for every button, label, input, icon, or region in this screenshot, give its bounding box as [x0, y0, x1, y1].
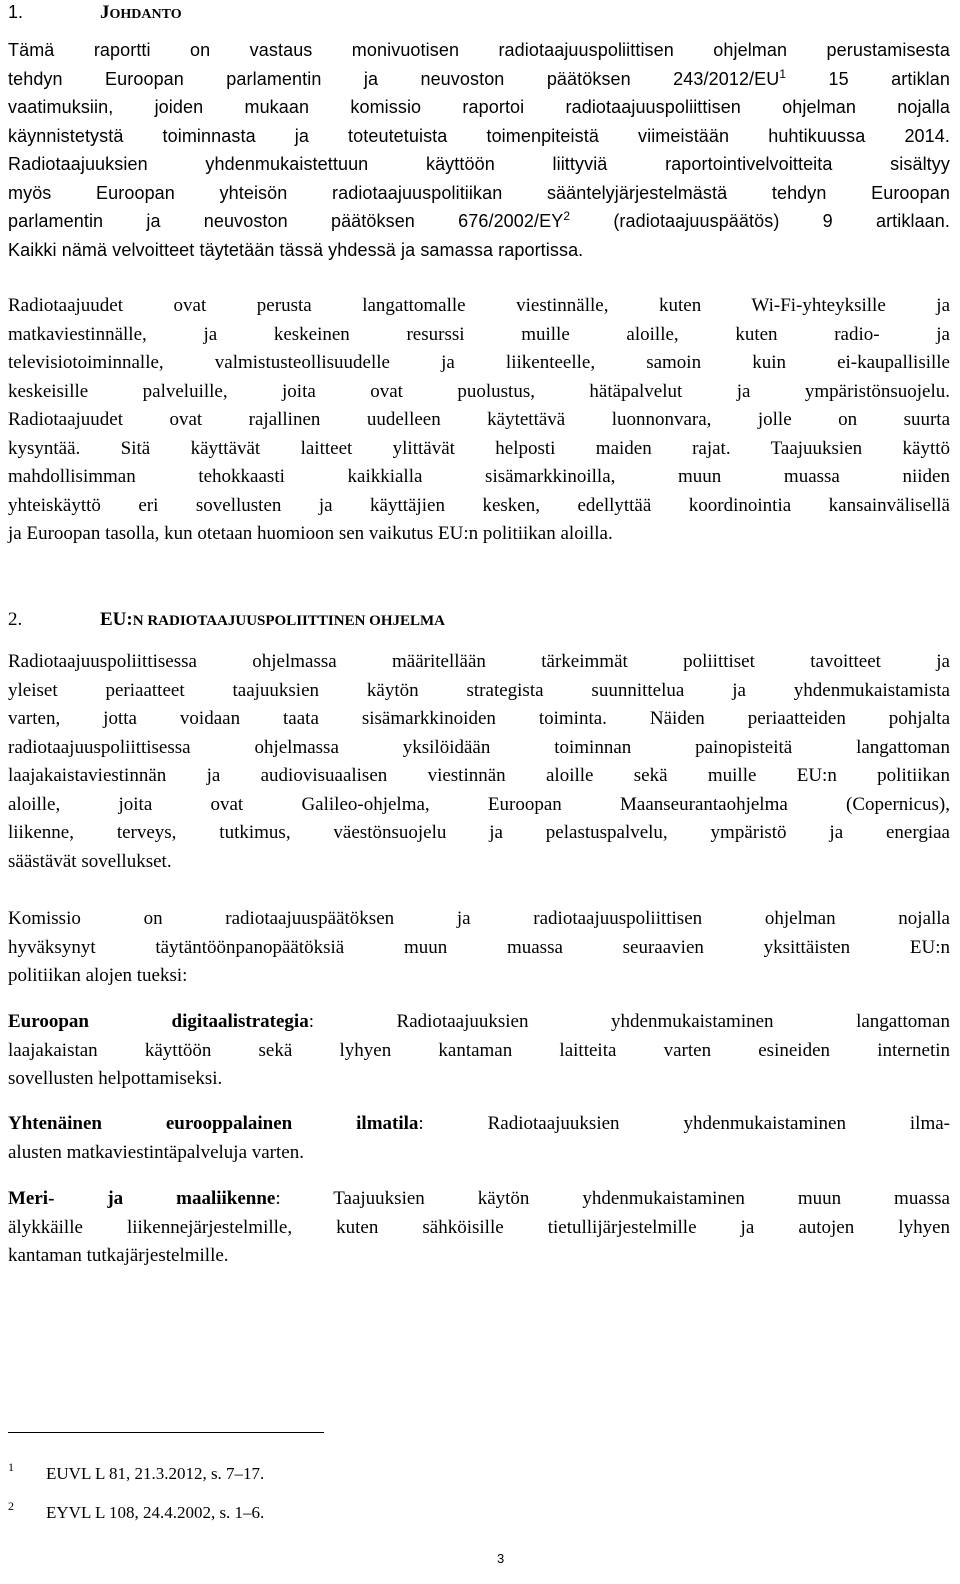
footnote-text: EUVL L 81, 21.3.2012, s. 7–17.	[46, 1464, 265, 1483]
section-2-heading	[8, 608, 445, 633]
section-1-title: JOHDANTO	[100, 2, 182, 23]
text-line: laajakaistaviestinnän ja audiovisuaalisen viestinnän aloille sekä muille EU:n politiikan	[8, 765, 950, 786]
text-line: politiikan alojen tueksi:	[8, 965, 188, 986]
page-number: 3	[497, 1551, 505, 1566]
text-line: Meri- ja maaliikenne: Taajuuksien käytön yhdenmukaistaminen muun muassa	[8, 1188, 950, 1209]
section-1-heading	[8, 0, 182, 27]
section-2-number: 2.	[8, 609, 23, 630]
text-line: Radiotaajuudet ovat perusta langattomalle viestinnälle, kuten Wi-Fi-yhteyksille ja	[8, 295, 950, 316]
text-line: mahdollisimman tehokkaasti kaikkialla sisämarkkinoilla, muun muassa niiden	[8, 466, 950, 487]
text-line: varten, jotta voidaan taata sisämarkkinoiden toiminta. Näiden periaatteiden pohjalta	[8, 708, 950, 729]
text-line: televisiotoiminnalle, valmistusteollisuudelle ja liikenteelle, samoin kuin ei-kaupallisille	[8, 352, 950, 373]
text-line: laajakaistan käyttöön sekä lyhyen kantaman laitteita varten esineiden internetin	[8, 1039, 950, 1061]
intro-paragraph-1	[8, 36, 950, 264]
text-line: Yhtenäinen eurooppalainen ilmatila: Radiotaajuuksien yhdenmukaistaminen ilma-	[8, 1113, 950, 1134]
text-line: sovellusten helpottamiseksi.	[8, 1068, 223, 1089]
text-line: alusten matkaviestintäpalveluja varten.	[8, 1141, 304, 1163]
text-line: liikenne, terveys, tutkimus, väestönsuojelu ja pelastuspalvelu, ympäristö ja energiaa	[8, 822, 950, 843]
text-line: hyväksynyt täytäntöönpanopäätöksiä muun muassa seuraavien yksittäisten EU:n	[8, 936, 950, 958]
text-line: yleiset periaatteet taajuuksien käytön strategista suunnittelua ja yhdenmukaistamista	[8, 679, 950, 701]
text-line: älykkäille liikennejärjestelmille, kuten sähköisille tietullijärjestelmille ja autojen lyhyen	[8, 1216, 950, 1238]
text-line: tehdyn Euroopan parlamentin ja neuvoston päätöksen $243/2012/EU^1$ 15 artiklan	[8, 66, 950, 89]
item-label: Meri- ja maaliikenne	[8, 1188, 276, 1209]
text-line: Radiotaajuudet ovat rajallinen uudelleen käytettävä luonnonvara, jolle on suurta	[8, 409, 950, 430]
footnote-divider	[8, 1432, 324, 1433]
footnote-text: EYVL L 108, 24.4.2002, s. 1–6.	[46, 1503, 265, 1522]
text-line: kantaman tutkajärjestelmille.	[8, 1245, 229, 1266]
policy-item-maritime-land	[8, 1185, 950, 1271]
intro-paragraph-2	[8, 292, 950, 549]
footnote-2: 2 EYVL L 108, 24.4.2002, s. 1–6.	[8, 1499, 265, 1522]
text-line: ja Euroopan tasolla, kun otetaan huomioon sen vaikutus EU:n politiikan aloilla.	[8, 523, 613, 544]
text-line: Komissio on radiotaajuuspäätöksen ja radiotaajuuspoliittisen ohjelman nojalla	[8, 908, 950, 929]
text-line: myös Euroopan yhteisön radiotaajuuspolitiikan sääntelyjärjestelmästä tehdyn Euroopan	[8, 182, 950, 203]
text-line: yhteiskäyttö eri sovellusten ja käyttäjien kesken, edellyttää koordinointia kansainvälisellä	[8, 494, 950, 516]
footnote-1: 1 EUVL L 81, 21.3.2012, s. 7–17.	[8, 1460, 265, 1483]
text-line: parlamentin ja neuvoston päätöksen $676/2002/EY^2$ (radiotaajuuspäätös) 9 artiklaan.	[8, 209, 950, 231]
item-label: Yhtenäinen eurooppalainen ilmatila	[8, 1113, 419, 1134]
policy-item-digital-strategy	[8, 1008, 950, 1094]
text-line: aloille, joita ovat Galileo-ohjelma, Euroopan Maanseurantaohjelma (Copernicus),	[8, 793, 950, 815]
text-line: Radiotaajuuksien yhdenmukaistettuun käyttöön liittyviä raportointivelvoitteita sisältyy	[8, 154, 950, 174]
programme-paragraph	[8, 648, 950, 876]
text-line: Euroopan digitaalistrategia: Radiotaajuuksien yhdenmukaistaminen langattoman	[8, 1011, 950, 1032]
text-line: matkaviestinnälle, ja keskeinen resurssi muille aloille, kuten radio- ja	[8, 323, 950, 345]
text-line: Kaikki nämä velvoitteet täytetään tässä yhdessä ja samassa raportissa.	[8, 239, 584, 260]
text-line: käynnistetystä toiminnasta ja toteutetuista toimenpiteistä viimeistään huhtikuussa 2014.	[8, 125, 950, 146]
text-line: vaatimuksiin, joiden mukaan komissio raportoi radiotaajuuspoliittisen ohjelman nojalla	[8, 97, 950, 117]
section-2-title: EU:N RADIOTAAJUUSPOLIITTINEN OHJELMA	[100, 609, 445, 630]
text-line: säästävät sovellukset.	[8, 850, 172, 872]
text-line: Tämä raportti on vastaus monivuotisen radiotaajuuspoliittisen ohjelman perustamisesta	[8, 40, 950, 60]
text-line: radiotaajuuspoliittisessa ohjelmassa yksilöidään toiminnan painopisteitä langattoman	[8, 736, 950, 758]
footnote-ref-2[interactable]: 2	[563, 209, 571, 223]
section-1-number: 1.	[8, 2, 24, 22]
footnote-ref-1[interactable]: 1	[779, 66, 787, 81]
policy-item-single-sky	[8, 1110, 950, 1167]
text-line: Radiotaajuuspoliittisessa ohjelmassa määritellään tärkeimmät poliittiset tavoitteet ja	[8, 651, 950, 672]
text-line: keskeisille palveluille, joita ovat puolustus, hätäpalvelut ja ympäristönsuojelu.	[8, 380, 950, 402]
commission-paragraph	[8, 905, 950, 991]
item-label: Euroopan digitaalistrategia	[8, 1011, 309, 1032]
text-line: kysyntää. Sitä käyttävät laitteet ylittävät helposti maiden rajat. Taajuuksien käyttö	[8, 437, 950, 459]
